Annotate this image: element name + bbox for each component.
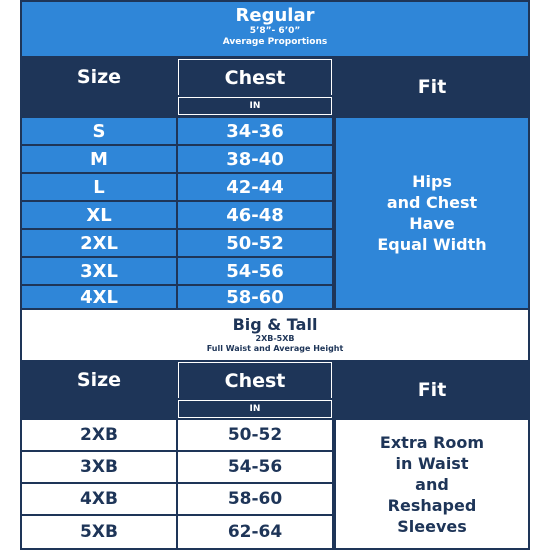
chest-cell: 34-36 <box>178 118 332 144</box>
size-cell: S <box>22 118 176 144</box>
size-cell: 4XB <box>22 484 176 514</box>
big-tall-range: 2XB-5XB <box>255 334 295 343</box>
chest-cell: 42-44 <box>178 174 332 200</box>
size-chart <box>20 0 530 550</box>
regular-size-header: Size <box>22 59 176 95</box>
size-cell: 3XB <box>22 452 176 482</box>
fit-line: in Waist <box>395 453 469 473</box>
chest-cell: 38-40 <box>178 146 332 172</box>
chest-cell: 54-56 <box>178 258 332 284</box>
chest-cell: 46-48 <box>178 202 332 228</box>
regular-unit-spacer <box>22 97 176 115</box>
big-tall-fit-description <box>336 420 528 548</box>
big-tall-unit-spacer <box>22 400 176 418</box>
fit-line: Have <box>409 214 455 233</box>
size-cell: 4XL <box>22 286 176 308</box>
regular-fit-description <box>336 118 528 308</box>
chest-cell: 50-52 <box>178 230 332 256</box>
size-cell: 2XL <box>22 230 176 256</box>
fit-line: Hips <box>412 172 452 191</box>
chest-cell: 58-60 <box>178 484 332 514</box>
big-tall-description: Full Waist and Average Height <box>206 344 344 353</box>
fit-line: and <box>415 474 449 494</box>
big-tall-size-header: Size <box>22 362 176 398</box>
big-tall-fit-header: Fit <box>336 362 528 418</box>
chest-cell: 50-52 <box>178 420 332 450</box>
fit-line: Sleeves <box>397 516 467 536</box>
big-tall-title: Big & Tall <box>232 315 318 334</box>
size-cell: 3XL <box>22 258 176 284</box>
fit-line: Reshaped <box>387 495 477 515</box>
regular-title-block <box>22 2 528 56</box>
size-cell: XL <box>22 202 176 228</box>
regular-chest-header: Chest <box>178 59 332 95</box>
big-tall-chest-header: Chest <box>178 362 332 398</box>
chest-cell: 62-64 <box>178 516 332 548</box>
size-cell: M <box>22 146 176 172</box>
fit-line: and Chest <box>386 193 478 212</box>
regular-fit-header: Fit <box>336 59 528 115</box>
regular-title: Regular <box>235 5 315 26</box>
regular-unit-label: IN <box>178 97 332 115</box>
chest-cell: 54-56 <box>178 452 332 482</box>
fit-line: Extra Room <box>379 432 485 452</box>
fit-line: Equal Width <box>377 235 487 254</box>
size-cell: L <box>22 174 176 200</box>
big-tall-unit-label: IN <box>178 400 332 418</box>
regular-proportions: Average Proportions <box>222 37 328 47</box>
size-cell: 5XB <box>22 516 176 548</box>
chest-cell: 58-60 <box>178 286 332 308</box>
size-cell: 2XB <box>22 420 176 450</box>
big-tall-title-block <box>22 310 528 360</box>
regular-height-range: 5’8”- 6’0” <box>249 26 301 36</box>
